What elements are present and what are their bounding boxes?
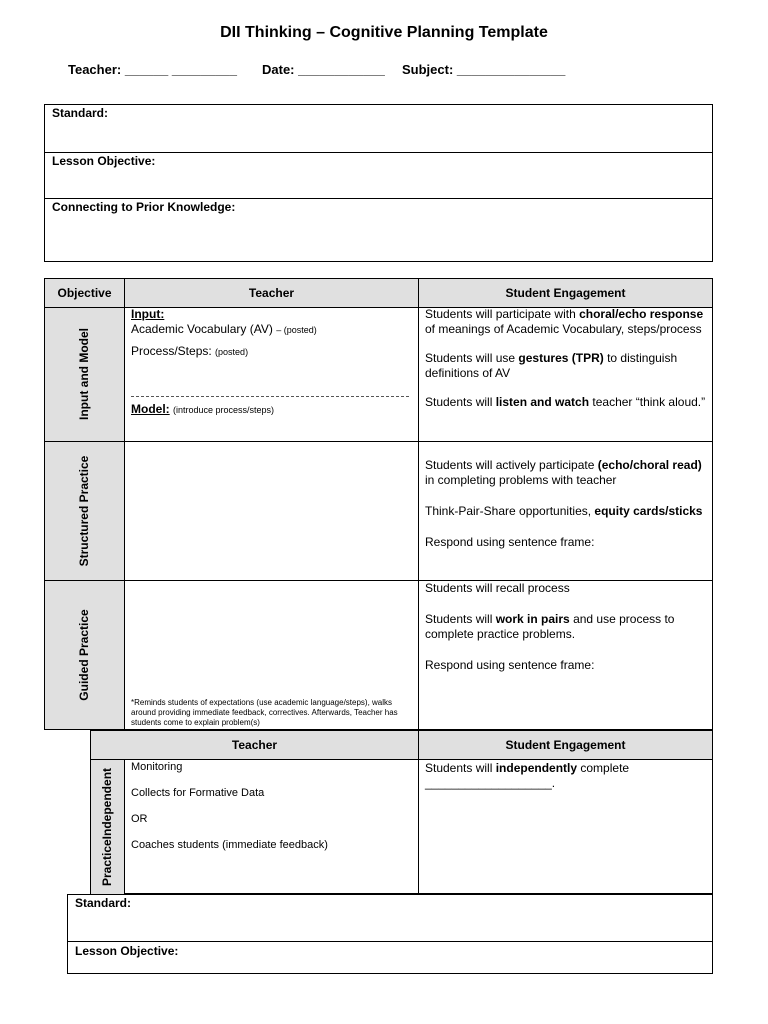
divider	[124, 759, 125, 894]
independent-header-teacher: Teacher	[91, 731, 418, 759]
divider	[44, 152, 713, 153]
engagement-gestures: Students will use gestures (TPR) to distinguish definitions of AV	[425, 351, 678, 380]
header-objective: Objective	[45, 279, 124, 307]
top-info-box	[44, 104, 713, 262]
completion-line: ___________________.	[425, 776, 556, 790]
academic-vocabulary-text: Academic Vocabulary (AV)	[131, 322, 273, 336]
model-heading: Model:	[131, 402, 170, 416]
page-title: DII Thinking – Cognitive Planning Template	[220, 24, 548, 41]
subject-label: Subject:	[402, 62, 454, 77]
independent-practice-label: PracticeIndependent	[100, 767, 114, 887]
date-label: Date:	[262, 62, 295, 77]
standard-label: Standard:	[52, 106, 109, 120]
divider	[44, 198, 713, 199]
guided-practice-label: Guided Practice	[77, 609, 91, 701]
process-steps-note: (posted)	[215, 347, 249, 357]
engagement-sentence-frame: Respond using sentence frame:	[425, 658, 595, 672]
guided-engagement-cell	[425, 581, 707, 673]
subject-line: _______________	[456, 62, 566, 77]
engagement-work-in-pairs: Students will work in pairs and use process to complete practice problems.	[425, 612, 675, 641]
divider	[44, 441, 713, 442]
engagement-listen-watch: Students will listen and watch teacher “think aloud.”	[425, 395, 706, 409]
structured-practice-label: Structured Practice	[77, 455, 91, 567]
date-field	[262, 62, 385, 77]
engagement-think-pair-share: Think-Pair-Share opportunities, equity cards/sticks	[425, 504, 703, 518]
input-model-teacher-cell	[131, 307, 415, 360]
engagement-echo-choral-read: Students will actively participate (echo/choral read) in completing problems with teacher	[425, 458, 702, 487]
bottom-lesson-objective-label: Lesson Objective:	[75, 944, 179, 958]
engagement-choral-echo: Students will participate with choral/echo response of meanings of Academic Vocabulary, steps/process	[425, 307, 704, 336]
dashed-separator	[131, 396, 409, 397]
academic-vocabulary-note: – (posted)	[276, 325, 317, 335]
input-and-model-label: Input and Model	[77, 328, 91, 420]
input-model-engagement-cell	[425, 307, 707, 410]
header-teacher: Teacher	[125, 279, 418, 307]
monitoring-text: Monitoring	[131, 761, 183, 773]
divider	[418, 730, 419, 894]
independent-engagement-cell	[425, 761, 707, 791]
date-line: ____________	[298, 62, 385, 77]
bottom-standard-label: Standard:	[75, 896, 132, 910]
engagement-sentence-frame: Respond using sentence frame:	[425, 535, 595, 549]
model-note: (introduce process/steps)	[173, 405, 275, 415]
independent-teacher-cell	[131, 760, 413, 853]
subject-field	[402, 62, 565, 77]
structured-engagement-cell	[425, 458, 707, 550]
divider	[418, 278, 419, 730]
teacher-field	[68, 62, 237, 77]
formative-data-text: Collects for Formative Data	[131, 787, 265, 799]
independent-header-engagement: Student Engagement	[419, 731, 712, 759]
input-heading: Input:	[131, 307, 165, 321]
teacher-label: Teacher:	[68, 62, 122, 77]
engagement-independently: Students will independently complete	[425, 761, 630, 775]
or-text: OR	[131, 813, 148, 825]
model-cell	[131, 402, 415, 418]
teacher-line: ______ _________	[124, 62, 237, 77]
engagement-recall-process: Students will recall process	[425, 581, 570, 595]
divider	[124, 278, 125, 730]
lesson-objective-label: Lesson Objective:	[52, 154, 156, 168]
bottom-info-box	[67, 894, 713, 974]
guided-teacher-note: *Reminds students of expectations (use academic language/steps), walks around providing immediate feedback, correctives. Afterwards, Teacher has students come to explain problem(s)	[131, 698, 398, 727]
process-steps-text: Process/Steps:	[131, 344, 212, 358]
header-student-engagement: Student Engagement	[419, 279, 712, 307]
coaches-text: Coaches students (immediate feedback)	[131, 839, 328, 851]
prior-knowledge-label: Connecting to Prior Knowledge:	[52, 200, 236, 214]
divider	[67, 941, 713, 942]
